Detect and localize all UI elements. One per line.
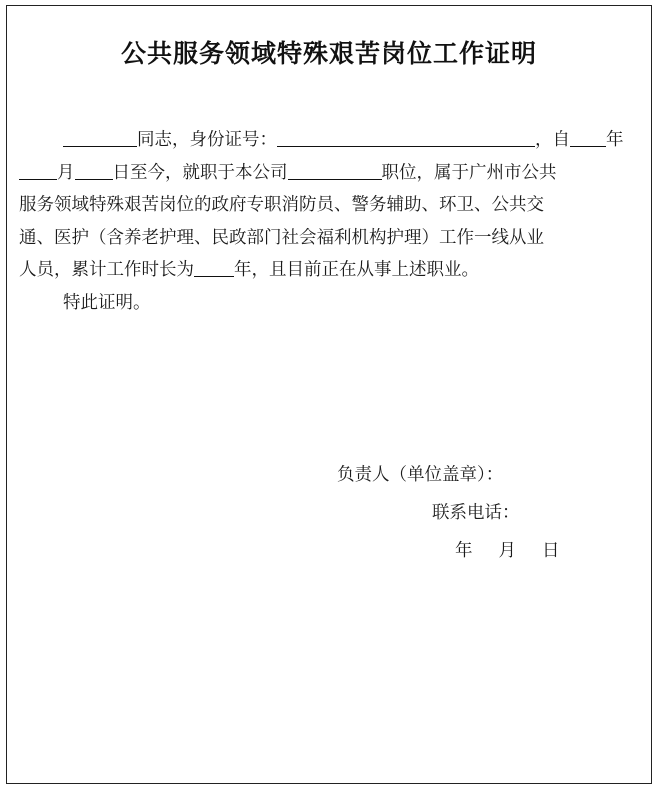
start-year-blank[interactable] — [570, 124, 606, 147]
date-line — [455, 537, 560, 562]
date-month-label: 月 — [498, 541, 516, 561]
total-years-blank[interactable] — [194, 254, 234, 277]
year-label: 年 — [606, 130, 624, 150]
start-day-blank[interactable] — [75, 157, 113, 180]
body-line-5 — [19, 254, 643, 287]
position-tail-label: 职位，属于广州市公共 — [381, 162, 557, 183]
month-label: 月 — [57, 162, 75, 183]
since-label: ，自 — [535, 130, 570, 150]
total-time-label: 人员，累计工作时长为 — [19, 260, 194, 280]
year-tail-label: 年，且目前正在从事上述职业。 — [234, 260, 479, 280]
body-line-1 — [19, 124, 643, 157]
conclusion-line: 特此证明。 — [63, 292, 151, 313]
date-year-label: 年 — [455, 541, 473, 561]
body-line-3: 服务领域特殊艰苦岗位的政府专职消防员、警务辅助、环卫、公共交 — [19, 195, 544, 215]
document-title: 公共服务领域特殊艰苦岗位工作证明 — [120, 39, 537, 68]
certificate-frame — [6, 5, 652, 784]
body-line-4: 通、医护（含养老护理、民政部门社会福利机构护理）工作一线从业 — [19, 227, 544, 248]
certificate-body — [19, 124, 643, 319]
comrade-id-label: 同志，身份证号： — [137, 130, 277, 150]
position-blank[interactable] — [288, 157, 382, 180]
name-blank[interactable] — [63, 124, 137, 147]
contact-phone-label: 联系电话： — [432, 503, 520, 523]
id-number-blank[interactable] — [277, 124, 535, 147]
day-employed-label: 日至今，就职于本公司 — [112, 162, 288, 183]
start-month-blank[interactable] — [19, 157, 57, 180]
body-line-2 — [19, 157, 643, 190]
responsible-person-label: 负责人（单位盖章）： — [337, 465, 504, 485]
date-day-label: 日 — [542, 541, 560, 561]
